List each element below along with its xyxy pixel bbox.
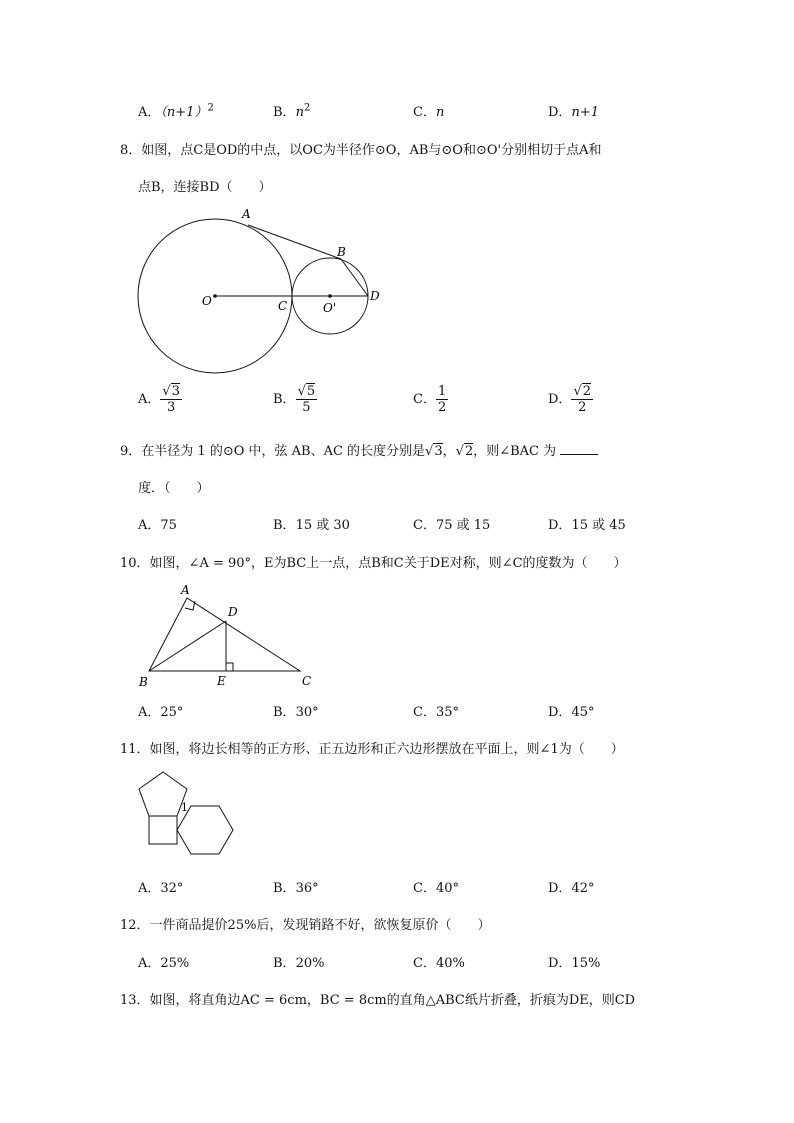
label-b: B <box>139 675 148 689</box>
q10-stem: 10．如图，∠A = 90°，E为BC上一点，点B和C关于DE对称，则∠C的度数为（ ） <box>120 556 627 571</box>
label-o-prime: O' <box>323 301 337 315</box>
label-d: D <box>370 289 380 303</box>
q8-stem-line1: 8．如图，点C是OD的中点，以OC为半径作⊙O，AB与⊙O和⊙O'分别相切于点A和 <box>120 143 602 158</box>
q11-option-c: C．40° <box>413 881 459 896</box>
label-c: C <box>278 299 288 313</box>
tangent-ab <box>248 225 341 259</box>
q10-option-d: D．45° <box>548 705 595 720</box>
label-o: O <box>202 294 212 308</box>
q8-stem-line2: 点B，连接BD（ ） <box>138 180 272 195</box>
q11-option-d: D．42° <box>548 881 595 896</box>
q9-stem-line2: 度．（ ） <box>138 481 210 496</box>
q10-figure <box>130 578 330 693</box>
q12-option-d: D．15% <box>548 956 601 971</box>
label-b: B <box>337 245 346 259</box>
q7-option-d: D．n+1 <box>548 105 599 120</box>
q12-option-b: B．20% <box>273 956 325 971</box>
q12-stem: 12．一件商品提价25%后，发现销路不好，欲恢复原价（ ） <box>120 918 491 933</box>
answer-blank[interactable] <box>560 444 598 455</box>
q10-option-b: B．30° <box>273 705 319 720</box>
q12-option-c: C．40% <box>413 956 465 971</box>
q7-option-c: C．n <box>413 105 445 120</box>
q9-option-a: A．75 <box>138 518 177 533</box>
triangle-abc <box>149 598 300 671</box>
pentagon <box>139 772 187 816</box>
q11-option-b: B．36° <box>273 881 319 896</box>
q8-option-d: D． $\frac{√2}{2}$ <box>548 384 592 415</box>
q10-option-c: C．35° <box>413 705 459 720</box>
q8-option-c: C． $\frac{1}{2}$ <box>413 384 447 415</box>
segment-bd <box>341 259 368 296</box>
q9-option-b: B．15 或 30 <box>273 518 350 533</box>
q10-option-a: A．25° <box>138 705 184 720</box>
angle-1-label: 1 <box>181 801 188 814</box>
segment-bd <box>149 621 226 671</box>
label-d: D <box>228 605 238 619</box>
q12-option-a: A．25% <box>138 956 190 971</box>
q8-option-b: B． $\frac{√5}{5}$ <box>273 384 316 415</box>
q9-option-c: C．75 或 15 <box>413 518 491 533</box>
q9-stem-line1: 9．在半径为 1 的⊙O 中，弦 AB、AC 的长度分别是√3，√2，则∠BAC 为 <box>120 440 598 459</box>
q11-figure <box>130 765 245 865</box>
q9-option-d: D．15 或 45 <box>548 518 626 533</box>
q7-option-a: A．$(n+1)^2$ <box>138 102 214 120</box>
q11-option-a: A．32° <box>138 881 184 896</box>
q13-stem: 13．如图，将直角边AC = 6cm，BC = 8cm的直角△ABC纸片折叠，折痕为DE，则CD <box>120 993 636 1008</box>
right-angle-e <box>226 663 233 671</box>
label-e: E <box>217 674 226 688</box>
q11-stem: 11．如图，将边长相等的正方形、正五边形和正六边形摆放在平面上，则∠1为（ ） <box>120 742 624 757</box>
label-c: C <box>302 674 312 688</box>
square <box>149 816 177 844</box>
q8-option-a: A． $\frac{√3}{3}$ <box>138 384 180 415</box>
label-a: A <box>181 583 190 597</box>
q8-figure <box>130 200 390 380</box>
label-a: A <box>242 207 251 221</box>
q7-option-b: B．$n^2$ <box>273 102 311 120</box>
